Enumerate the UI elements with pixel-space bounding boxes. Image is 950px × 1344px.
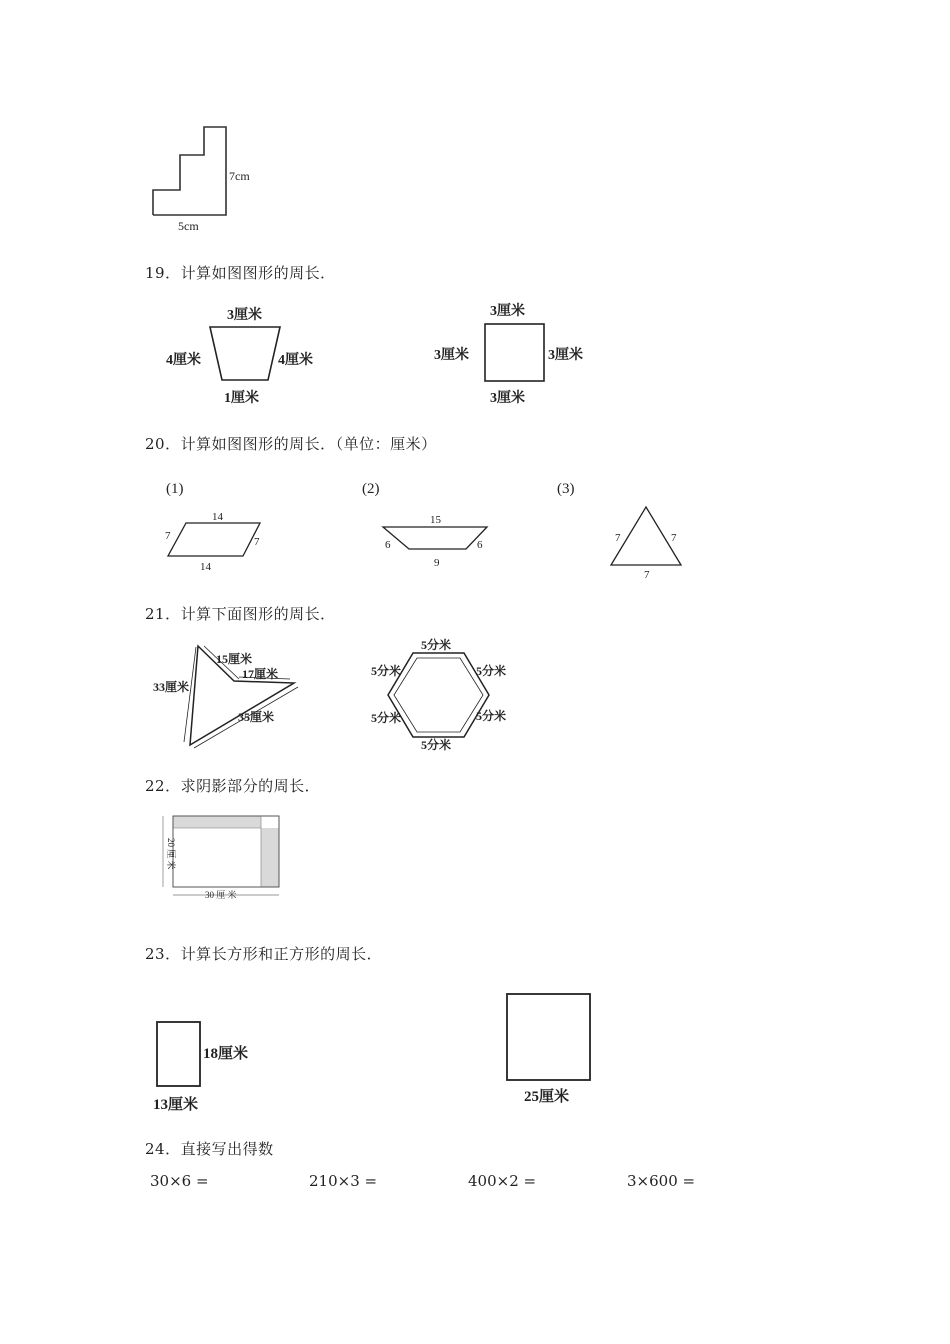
triangle-left: 7	[615, 532, 621, 544]
shaded-width-label: 30 厘 米	[205, 890, 237, 900]
trapezoid-left-label: 4厘米	[166, 353, 201, 368]
trapezoid-bottom-label: 1厘米	[224, 391, 259, 406]
shaded-rectangle-figure	[155, 810, 290, 905]
quad-side-d: 35厘米	[238, 710, 275, 724]
rect-width-label: 13厘米	[153, 1097, 199, 1113]
calc-item-1: 30×6 =	[150, 1172, 209, 1190]
trapezoid-right-label: 4厘米	[278, 353, 313, 368]
hex-side-bottom: 5分米	[421, 738, 452, 752]
calc-item-2: 210×3 =	[309, 1172, 378, 1190]
hex-side-top: 5分米	[421, 638, 452, 652]
quad-side-c: 33厘米	[153, 680, 190, 694]
question-22: 22．求阴影部分的周长．	[145, 777, 321, 795]
trapezoid2-right: 6	[477, 539, 483, 551]
square-figure-23	[500, 988, 610, 1108]
hex-side-lower-right: 5分米	[476, 709, 507, 723]
hex-side-lower-left: 5分米	[371, 711, 402, 725]
trapezoid2-figure	[360, 475, 500, 575]
hexagon-figure	[368, 635, 528, 755]
square-bottom-label: 3厘米	[490, 391, 525, 406]
question-20: 20．计算如图图形的周长．（单位：厘米）	[145, 435, 437, 453]
rectangle-figure-23	[150, 1015, 270, 1115]
hex-side-upper-right: 5分米	[476, 664, 507, 678]
parallelogram-top: 14	[212, 511, 223, 523]
question-19: 19．计算如图图形的周长．	[145, 264, 336, 282]
trapezoid-figure	[160, 300, 340, 410]
fig1-label: (1)	[166, 481, 184, 497]
triangle-bottom: 7	[644, 569, 650, 581]
square-side-label: 25厘米	[524, 1089, 570, 1105]
trapezoid2-bottom: 9	[434, 557, 440, 569]
triangle-figure	[555, 475, 695, 585]
square-left-label: 3厘米	[434, 348, 469, 363]
square-right-label: 3厘米	[548, 348, 583, 363]
question-21: 21．计算下面图形的周长．	[145, 605, 336, 623]
parallelogram-figure	[160, 475, 280, 575]
parallelogram-left: 7	[165, 530, 171, 542]
fig2-label: (2)	[362, 481, 380, 497]
fig3-label: (3)	[557, 481, 575, 497]
hex-side-upper-left: 5分米	[371, 664, 402, 678]
rect-height-label: 18厘米	[203, 1046, 249, 1062]
question-24: 24．直接写出得数	[145, 1140, 274, 1158]
stair-figure	[140, 120, 270, 235]
quad-side-b: 17厘米	[242, 667, 279, 681]
calc-item-3: 400×2 =	[468, 1172, 537, 1190]
trapezoid-top-label: 3厘米	[227, 308, 262, 323]
stair-height-label: 7cm	[229, 169, 250, 183]
stair-width-label: 5cm	[178, 219, 199, 233]
quad-side-a: 15厘米	[216, 652, 253, 666]
shaded-height-label: 20 厘 米	[166, 838, 176, 870]
triangle-right: 7	[671, 532, 677, 544]
parallelogram-right: 7	[254, 536, 260, 548]
quadrilateral-figure	[150, 638, 310, 753]
square-top-label: 3厘米	[490, 304, 525, 319]
trapezoid2-left: 6	[385, 539, 391, 551]
trapezoid2-top: 15	[430, 514, 441, 526]
square-figure-19	[430, 298, 610, 410]
parallelogram-bottom: 14	[200, 561, 211, 573]
calc-item-4: 3×600 =	[627, 1172, 696, 1190]
question-23: 23．计算长方形和正方形的周长．	[145, 945, 383, 963]
